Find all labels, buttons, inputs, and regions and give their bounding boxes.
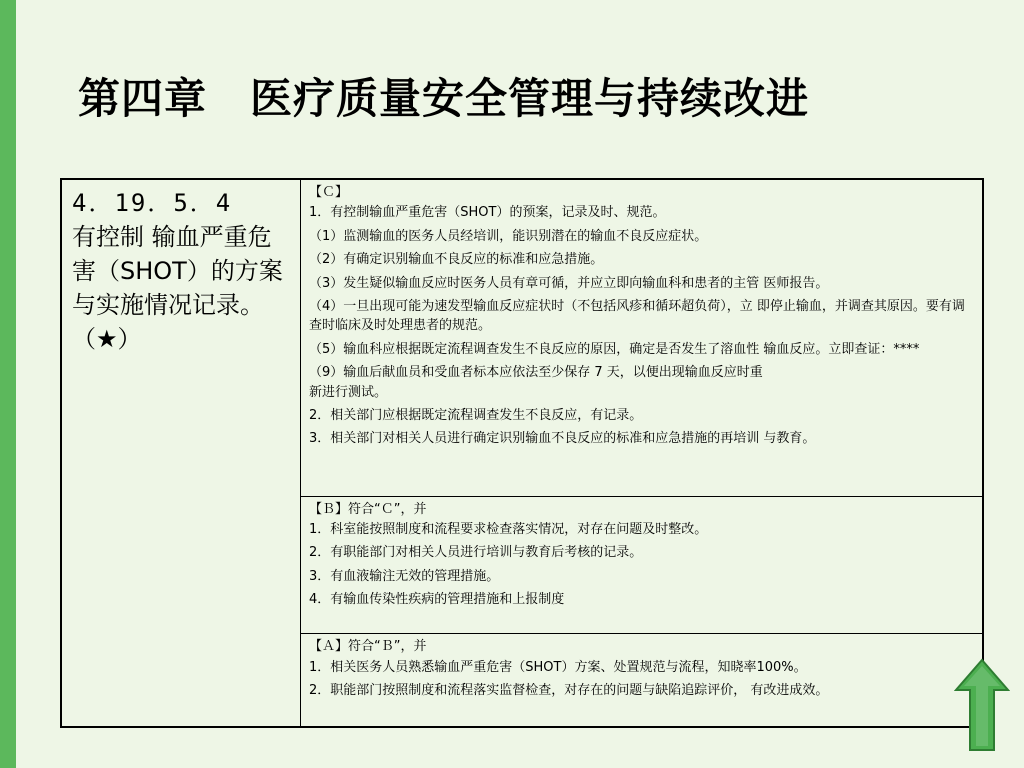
grade-c-item: 1．有控制输血严重危害（SHOT）的预案，记录及时、规范。 [309,205,666,221]
grade-b-item: 3．有血液输注无效的管理措施。 [309,568,500,584]
grade-b-item: 2．有职能部门对相关人员进行培训与教育后考核的记录。 [309,545,643,561]
standard-name: 有控制 输血严重危害（SHOT）的方案与实施情况记录。 [72,223,283,319]
table-row [61,179,983,496]
grade-c-item: （4）一旦出现可能为速发型输血反应症状时（不包括风疹和循环超负荷），立 即停止输血，并调查其原因。要有调查时临床及时处理患者的规范。 [309,299,965,334]
grade-a-header: 【Ａ】符合“Ｂ”，并 [309,639,427,655]
grade-c-cell [301,179,984,496]
grade-c-item: 新进行测试。 [309,384,388,400]
grade-b-item: 1．科室能按照制度和流程要求检查落实情况，对存在问题及时整改。 [309,522,708,538]
grade-c-item: （5）输血科应根据既定流程调查发生不良反应的原因，确定是否发生了溶血性 输血反应。立即查证：**** [309,341,920,357]
grade-c-item: （2）有确定识别输血不良反应的标准和应急措施。 [309,252,604,268]
standard-table [60,178,984,728]
grade-c-item: 3．相关部门对相关人员进行确定识别输血不良反应的标准和应急措施的再培训 与教育。 [309,431,816,447]
grade-c-item: 2．相关部门应根据既定流程调查发生不良反应，有记录。 [309,408,643,424]
grade-c-item: （3）发生疑似输血反应时医务人员有章可循，并应立即向输血科和患者的主管 医师报告。 [309,275,829,291]
up-arrow-icon[interactable] [954,658,1010,752]
grade-b-cell [301,496,984,634]
standard-code: 4．19．5．4 [72,189,233,217]
grade-c-item: （1）监测输血的医务人员经培训，能识别潜在的输血不良反应症状。 [309,228,708,244]
grade-b-item: 4．有输血传染性疾病的管理措施和上报制度 [309,592,565,608]
grade-c-item: （9）输血后献血员和受血者标本应依法至少保存 7 天，以便出现输血反应时重 [309,365,763,381]
grade-a-cell [301,634,984,727]
grade-b-header: 【Ｂ】符合“Ｃ”，并 [309,501,427,517]
page-title: 第四章 医疗质量安全管理与持续改进 [78,74,810,123]
grade-a-item: 2．职能部门按照制度和流程落实监督检查，对存在的问题与缺陷追踪评价， 有改进成效。 [309,682,829,698]
core-mark: （★） [72,325,142,353]
grade-c-header: 【Ｃ】 [309,185,349,200]
left-accent-bar [0,0,16,768]
standard-item-cell [61,179,301,727]
grade-a-item: 1．相关医务人员熟悉输血严重危害（SHOT）方案、处置规范与流程，知晓率100%。 [309,659,807,675]
